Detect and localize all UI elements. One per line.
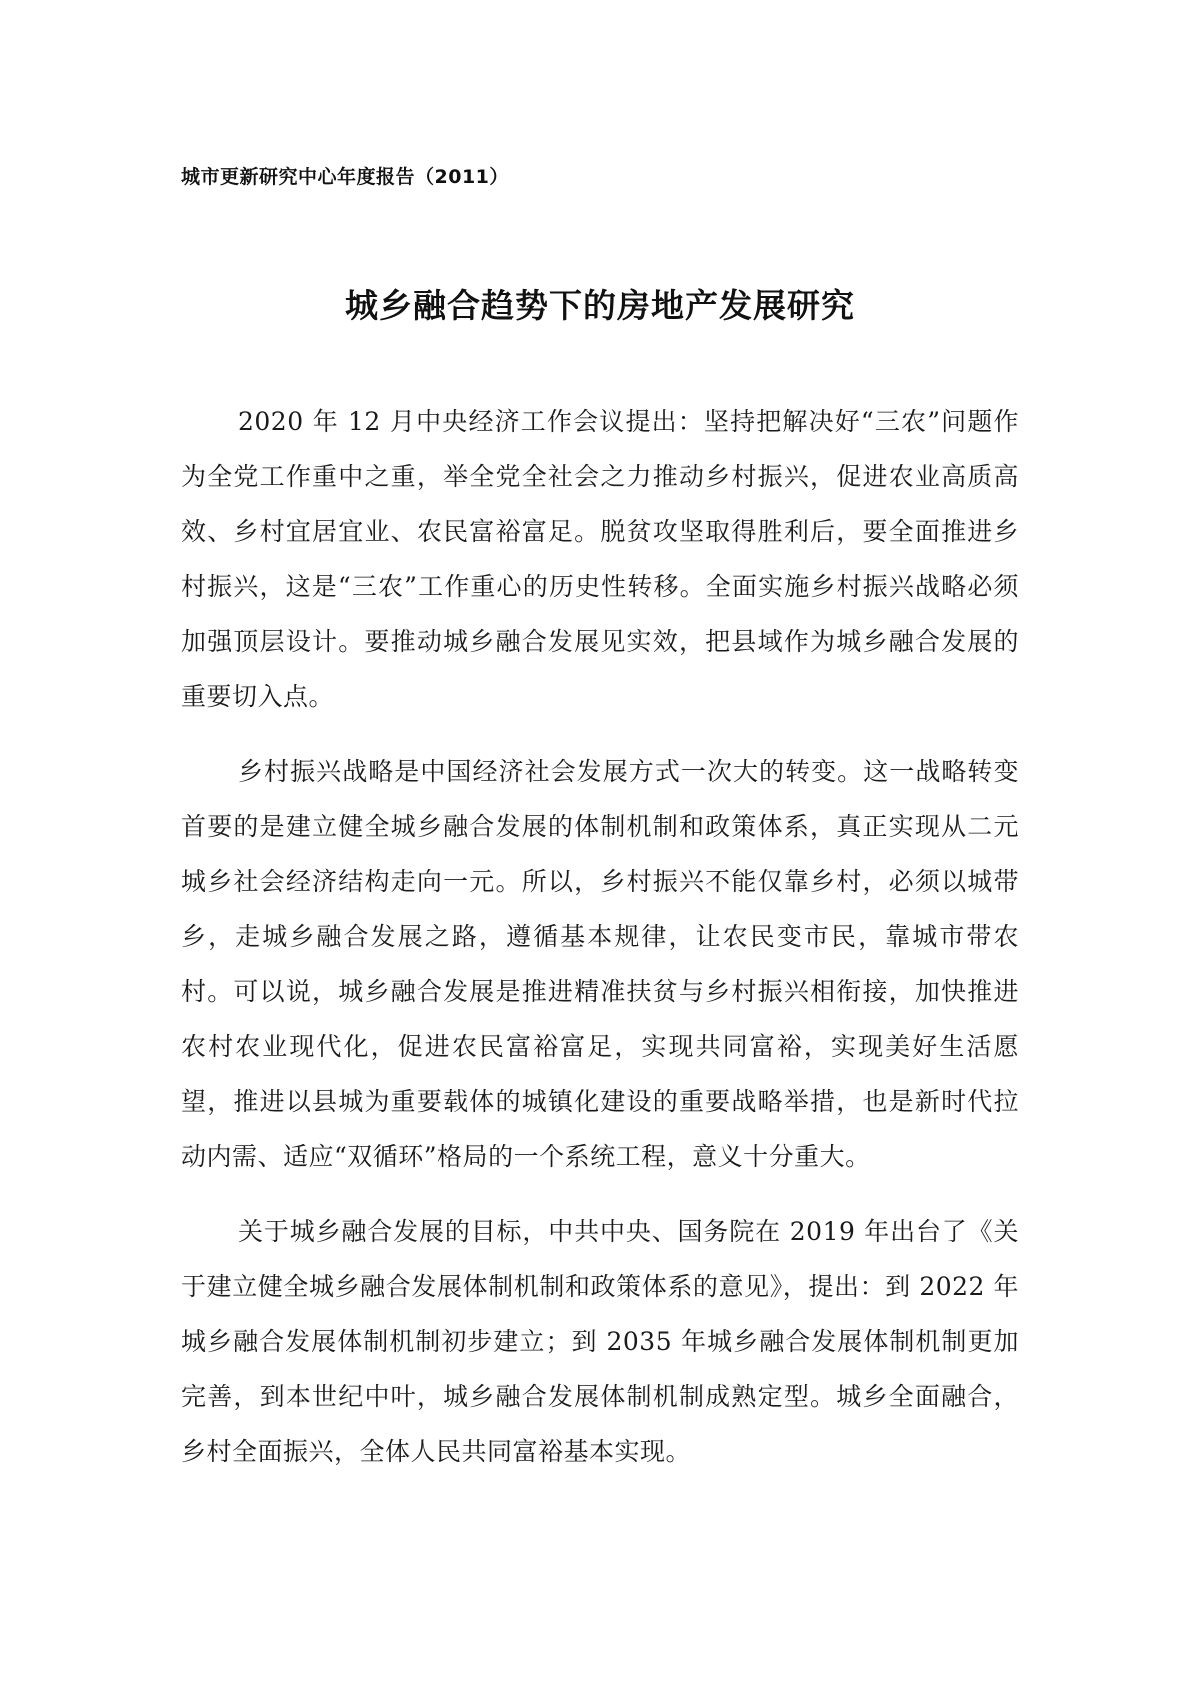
paragraph-3: 关于城乡融合发展的目标，中共中央、国务院在 2019 年出台了《关于建立健全城乡融合发展体制机制和政策体系的意见》，提出：到 2022 年城乡融合发展体制机制初步建立；到 2035 年城乡融合发展体制机制更加完善，到本世纪中叶，城乡融合发展体制机制成熟定型。城乡全面融合，乡村全面振兴，全体人民共同富裕基本实现。 xyxy=(181,1217,1019,1466)
paragraph-2: 乡村振兴战略是中国经济社会发展方式一次大的转变。这一战略转变首要的是建立健全城乡融合发展的体制机制和政策体系，真正实现从二元城乡社会经济结构走向一元。所以，乡村振兴不能仅靠乡村，必须以城带乡，走城乡融合发展之路，遵循基本规律，让农民变市民，靠城市带农村。可以说，城乡融合发展是推进精准扶贫与乡村振兴相衔接，加快推进农村农业现代化，促进农民富裕富足，实现共同富裕，实现美好生活愿望，推进以县城为重要载体的城镇化建设的重要战略举措，也是新时代拉动内需、适应“双循环”格局的一个系统工程，意义十分重大。 xyxy=(181,757,1019,1171)
document-title: 城乡融合趋势下的房地产发展研究 xyxy=(345,286,855,325)
document-body xyxy=(181,394,1019,1499)
paragraph-1: 2020 年 12 月中央经济工作会议提出：坚持把解决好“三农”问题作为全党工作重中之重，举全党全社会之力推动乡村振兴，促进农业高质高效、乡村宜居宜业、农民富裕富足。脱贫攻坚取得胜利后，要全面推进乡村振兴，这是“三农”工作重心的历史性转移。全面实施乡村振兴战略必须加强顶层设计。要推动城乡融合发展见实效，把县域作为城乡融合发展的重要切入点。 xyxy=(181,407,1019,711)
running-header: 城市更新研究中心年度报告（2011） xyxy=(181,166,509,188)
